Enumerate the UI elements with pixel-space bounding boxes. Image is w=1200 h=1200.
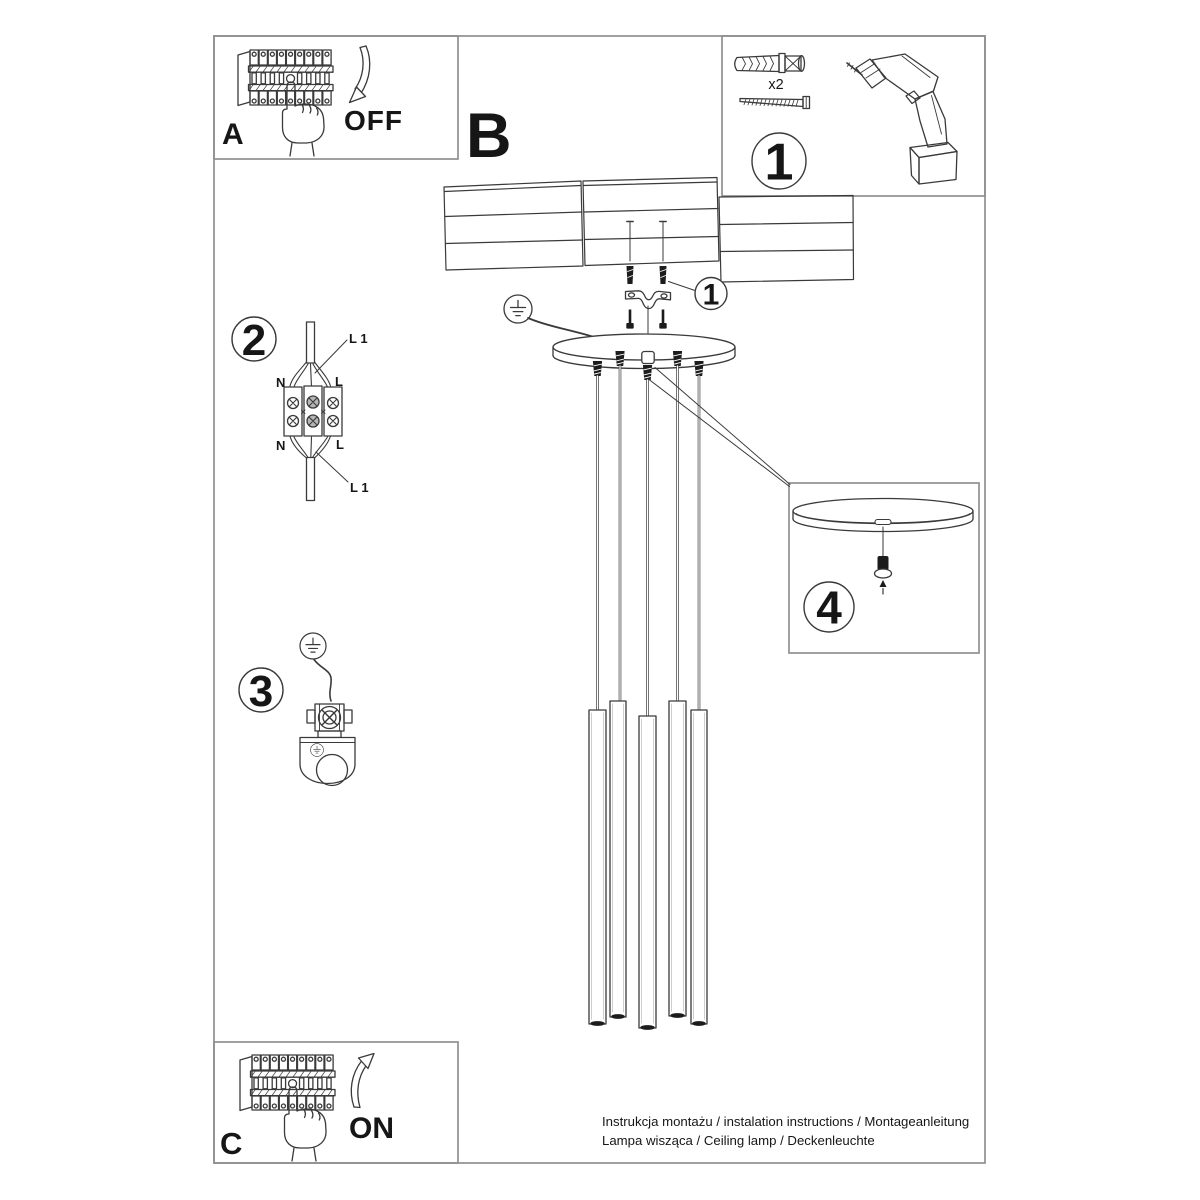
wire-label-n-top: N [276,375,286,390]
footer-line-2: Lampa wisząca / Ceiling lamp / Deckenleuchte [602,1133,875,1148]
panel-a-label: A [222,118,244,151]
pendant-tube-5 [691,710,707,1026]
off-arrow-icon [350,46,370,103]
l1-leader-bottom [316,452,348,482]
cable-gland [673,351,682,366]
pendant-tube-4 [669,701,686,1018]
ground-clamp-bracket [300,738,355,786]
strain-relief-grip [878,556,889,570]
footer-line-1: Instrukcja montażu / instalation instructions / Montageanleitung [602,1114,970,1129]
wire-label-n-bottom: N [276,438,286,453]
on-arrow-icon [351,1054,374,1108]
center-gland-cap [642,352,654,364]
bracket-screws [626,310,666,329]
wire-label-l-top: L [335,374,343,389]
cable-gland [593,361,602,376]
l1-leader-top [315,340,347,373]
step-2-number: 2 [241,315,267,365]
step-1-number: 1 [764,133,794,192]
wire-fan-bottom [290,436,331,458]
circuit-breaker-icon [238,50,333,106]
wire-fan-top [290,362,331,387]
wall-anchors [627,266,667,284]
pilot-holes [627,222,666,262]
earth-terminal-icon [307,704,352,738]
drill-icon [847,54,957,184]
mounting-screw-icon [740,97,810,109]
circuit-breaker-icon [240,1055,335,1111]
pendant-tube-3 [639,716,656,1030]
wire-label-l1-bottom: L 1 [350,480,369,495]
step-1-callout-leader [669,282,696,291]
panel-c-box [214,1042,458,1163]
ceiling-boards [444,178,854,283]
pendant-tube-2 [610,701,626,1019]
panel-b-label: B [466,101,512,171]
hardware-quantity-label: x2 [768,77,784,93]
cable-gland [694,361,703,376]
wire-label-l-bottom: L [336,437,344,452]
pendant-tube-1 [589,710,606,1026]
ceiling-canopy [553,334,735,369]
earth-wire [314,660,331,702]
cable-gland [643,365,652,380]
step-3-number: 3 [248,666,274,716]
pendant-cables [598,366,700,717]
panel-a-illustration [238,46,370,156]
off-label: OFF [344,105,403,136]
ground-symbol-icon [300,633,326,659]
wall-plug-icon [735,54,805,73]
footer [602,1114,969,1148]
wire-label-l1-top: L 1 [349,331,368,346]
terminal-block [284,386,342,436]
step-4-leader-lines [649,368,790,487]
on-label: ON [349,1112,394,1145]
step-4-number: 4 [816,581,842,634]
cable-stopper [875,569,892,578]
step-1-box [722,36,985,196]
step-1-callout-number: 1 [702,278,720,312]
panel-c-label: C [220,1126,243,1161]
supply-cable-bottom [307,458,315,501]
cable-gland [615,351,624,366]
up-arrow-icon [880,580,887,594]
supply-cable-top [307,322,315,363]
ground-wire [528,318,594,337]
